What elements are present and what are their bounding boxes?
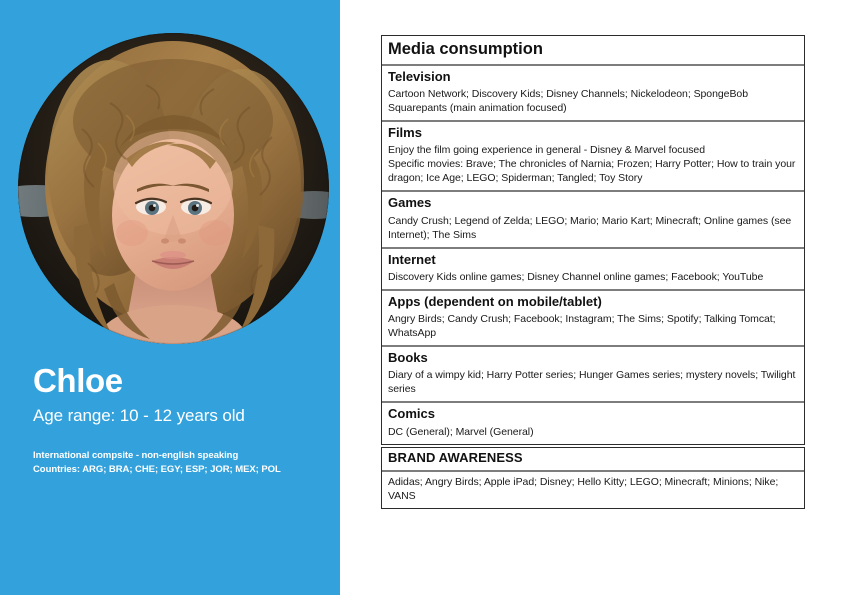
media-section-body: Cartoon Network; Discovery Kids; Disney Channels; Nickelodeon; SpongeBob Squarepants (main animation focused): [388, 88, 748, 115]
media-section-heading: Apps (dependent on mobile/tablet): [388, 293, 602, 309]
media-section: [382, 403, 804, 443]
media-section-heading: Television: [388, 68, 451, 84]
avatar: [18, 33, 329, 344]
profile-meta: [33, 449, 328, 477]
page-title: Chloe: [33, 362, 123, 399]
media-section-body: Diary of a wimpy kid; Harry Potter series; Hunger Games series; mystery novels; Twilight series: [388, 369, 796, 396]
media-section: [382, 291, 804, 347]
portrait-photo-icon: [18, 33, 329, 344]
media-section-heading: Games: [388, 195, 432, 211]
brand-awareness-body: Adidas; Angry Birds; Apple iPad; Disney; Hello Kitty; LEGO; Minecraft; Minions; Nike; VANS: [388, 475, 779, 502]
media-section-heading: Films: [388, 125, 422, 141]
media-section-body: Discovery Kids online games; Disney Channel online games; Facebook; YouTube: [388, 270, 764, 283]
media-sections: [382, 66, 804, 444]
media-section-body: DC (General); Marvel (General): [388, 425, 534, 438]
media-consumption-table: [381, 35, 805, 445]
media-section: [382, 122, 804, 192]
media-section: [382, 249, 804, 291]
media-table-title: Media consumption: [382, 36, 804, 66]
media-section: [382, 192, 804, 248]
media-section: [382, 347, 804, 403]
brand-awareness-table: [381, 447, 805, 509]
media-section-body: Angry Birds; Candy Crush; Facebook; Instagram; The Sims; Spotify; Talking Tomcat; WhatsApp: [388, 313, 776, 340]
media-section-heading: Books: [388, 350, 428, 366]
identity-block: [33, 364, 323, 426]
media-section-body: Candy Crush; Legend of Zelda; LEGO; Mario; Mario Kart; Minecraft; Online games (see Internet); The Sims: [388, 214, 792, 241]
media-section: [382, 66, 804, 122]
media-section-heading: Internet: [388, 251, 436, 267]
composite-note: International compsite - non-english speaking: [33, 450, 239, 461]
age-range-label: Age range: 10 - 12 years old: [33, 406, 245, 425]
media-section-heading: Comics: [388, 406, 435, 422]
countries-list: Countries: ARG; BRA; CHE; EGY; ESP; JOR; MEX; POL: [33, 464, 281, 475]
brand-table-title: BRAND AWARENESS: [382, 448, 804, 472]
profile-panel: [0, 0, 340, 595]
media-section-body: Enjoy the film going experience in general - Disney & Marvel focused Specific movies: Brave; The chronicles of Narnia; Frozen; Harry Potter; How to train your dragon; Ice Age; LEGO; Spiderman; Tangled; Toy Story: [388, 144, 796, 185]
